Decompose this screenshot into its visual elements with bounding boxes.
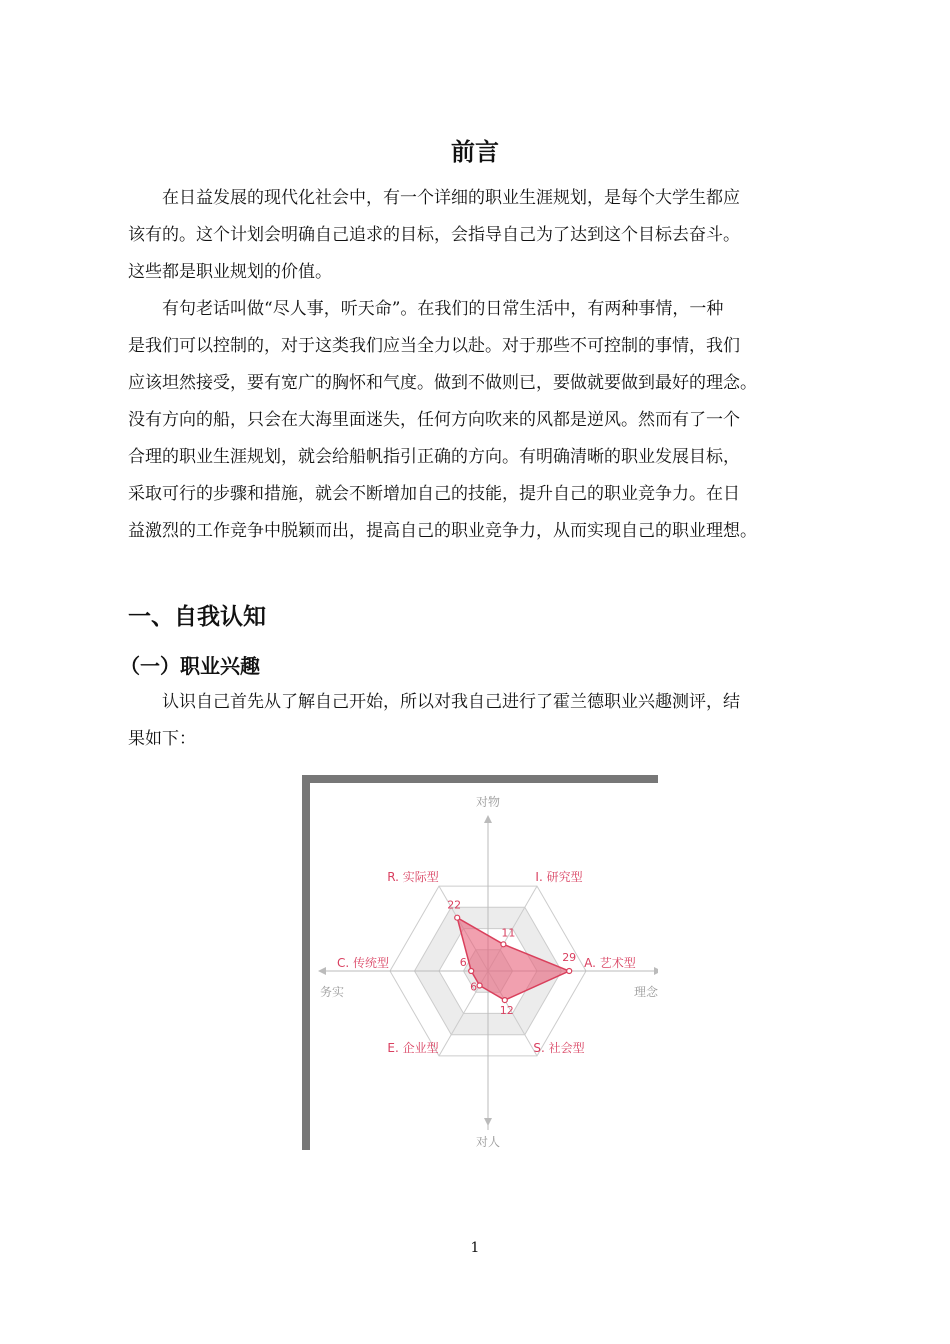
axis-label-right: 理念: [633, 985, 658, 999]
data-point: [469, 969, 474, 974]
text-line: 采取可行的步骤和措施，就会不断增加自己的技能，提升自己的职业竞争力。在日: [128, 484, 740, 504]
data-point: [455, 915, 460, 920]
category-label-conventional: C. 传统型: [336, 956, 390, 970]
text-line: 认识自己首先从了解自己开始，所以对我自己进行了霍兰德职业兴趣测评，结: [162, 692, 740, 712]
figure-frame-top: [302, 775, 658, 783]
radar-chart: [302, 775, 658, 1150]
text-line: 在日益发展的现代化社会中，有一个详细的职业生涯规划，是每个大学生都应: [162, 188, 740, 208]
category-label-social: S. 社会型: [533, 1041, 585, 1055]
axis-arrow-right: [654, 967, 658, 975]
text-line: 没有方向的船，只会在大海里面迷失，任何方向吹来的风都是逆风。然而有了一个: [128, 410, 740, 430]
text-line: 该有的。这个计划会明确自己追求的目标，会指导自己为了达到这个目标去奋斗。: [128, 225, 740, 245]
intro-paragraph-2: [128, 291, 828, 550]
value-label-enterprising: 6: [470, 980, 478, 994]
category-label-realistic: R. 实际型: [387, 870, 439, 884]
text-line: 益激烈的工作竞争中脱颖而出，提高自己的职业竞争力，从而实现自己的职业理想。: [128, 521, 757, 541]
axis-arrow-bottom: [484, 1118, 492, 1126]
text-line: 合理的职业生涯规划，就会给船帆指引正确的方向。有明确清晰的职业发展目标，: [128, 447, 740, 467]
subsection-paragraph: [128, 684, 828, 758]
value-label-realistic: 22: [447, 898, 462, 912]
text-line: 这些都是职业规划的价值。: [128, 262, 332, 282]
data-point: [477, 983, 482, 988]
value-label-investigative: 11: [501, 926, 516, 940]
section-heading: 一、自我认知: [128, 604, 266, 630]
intro-paragraph-1: [128, 180, 828, 291]
page-number: 1: [470, 1240, 480, 1256]
subsection-heading: （一）职业兴趣: [120, 654, 260, 678]
page-title: 前言: [451, 138, 499, 166]
category-label-enterprising: E. 企业型: [387, 1041, 439, 1055]
axis-label-bottom: 对人: [475, 1135, 501, 1149]
axis-arrow-left: [318, 967, 326, 975]
category-label-artistic: A. 艺术型: [584, 956, 636, 970]
text-line: 有句老话叫做“尽人事，听天命”。在我们的日常生活中，有两种事情，一种: [162, 299, 724, 319]
data-point: [567, 969, 572, 974]
text-line: 应该坦然接受，要有宽广的胸怀和气度。做到不做则已，要做就要做到最好的理念。: [128, 373, 757, 393]
figure-frame-left: [302, 775, 310, 1150]
category-label-investigative: I. 研究型: [535, 870, 583, 884]
value-label-artistic: 29: [562, 951, 577, 964]
value-label-conventional: 6: [459, 956, 467, 969]
axis-label-left: 务实: [319, 985, 345, 999]
data-point: [502, 998, 507, 1003]
holland-radar-figure: [302, 775, 658, 1150]
text-line: 是我们可以控制的，对于这类我们应当全力以赴。对于那些不可控制的事情，我们: [128, 336, 740, 356]
data-point: [501, 942, 506, 947]
value-label-social: 12: [499, 1004, 514, 1018]
axis-label-top: 对物: [475, 795, 501, 809]
axis-arrow-top: [484, 815, 492, 823]
text-line: 果如下：: [128, 729, 196, 749]
